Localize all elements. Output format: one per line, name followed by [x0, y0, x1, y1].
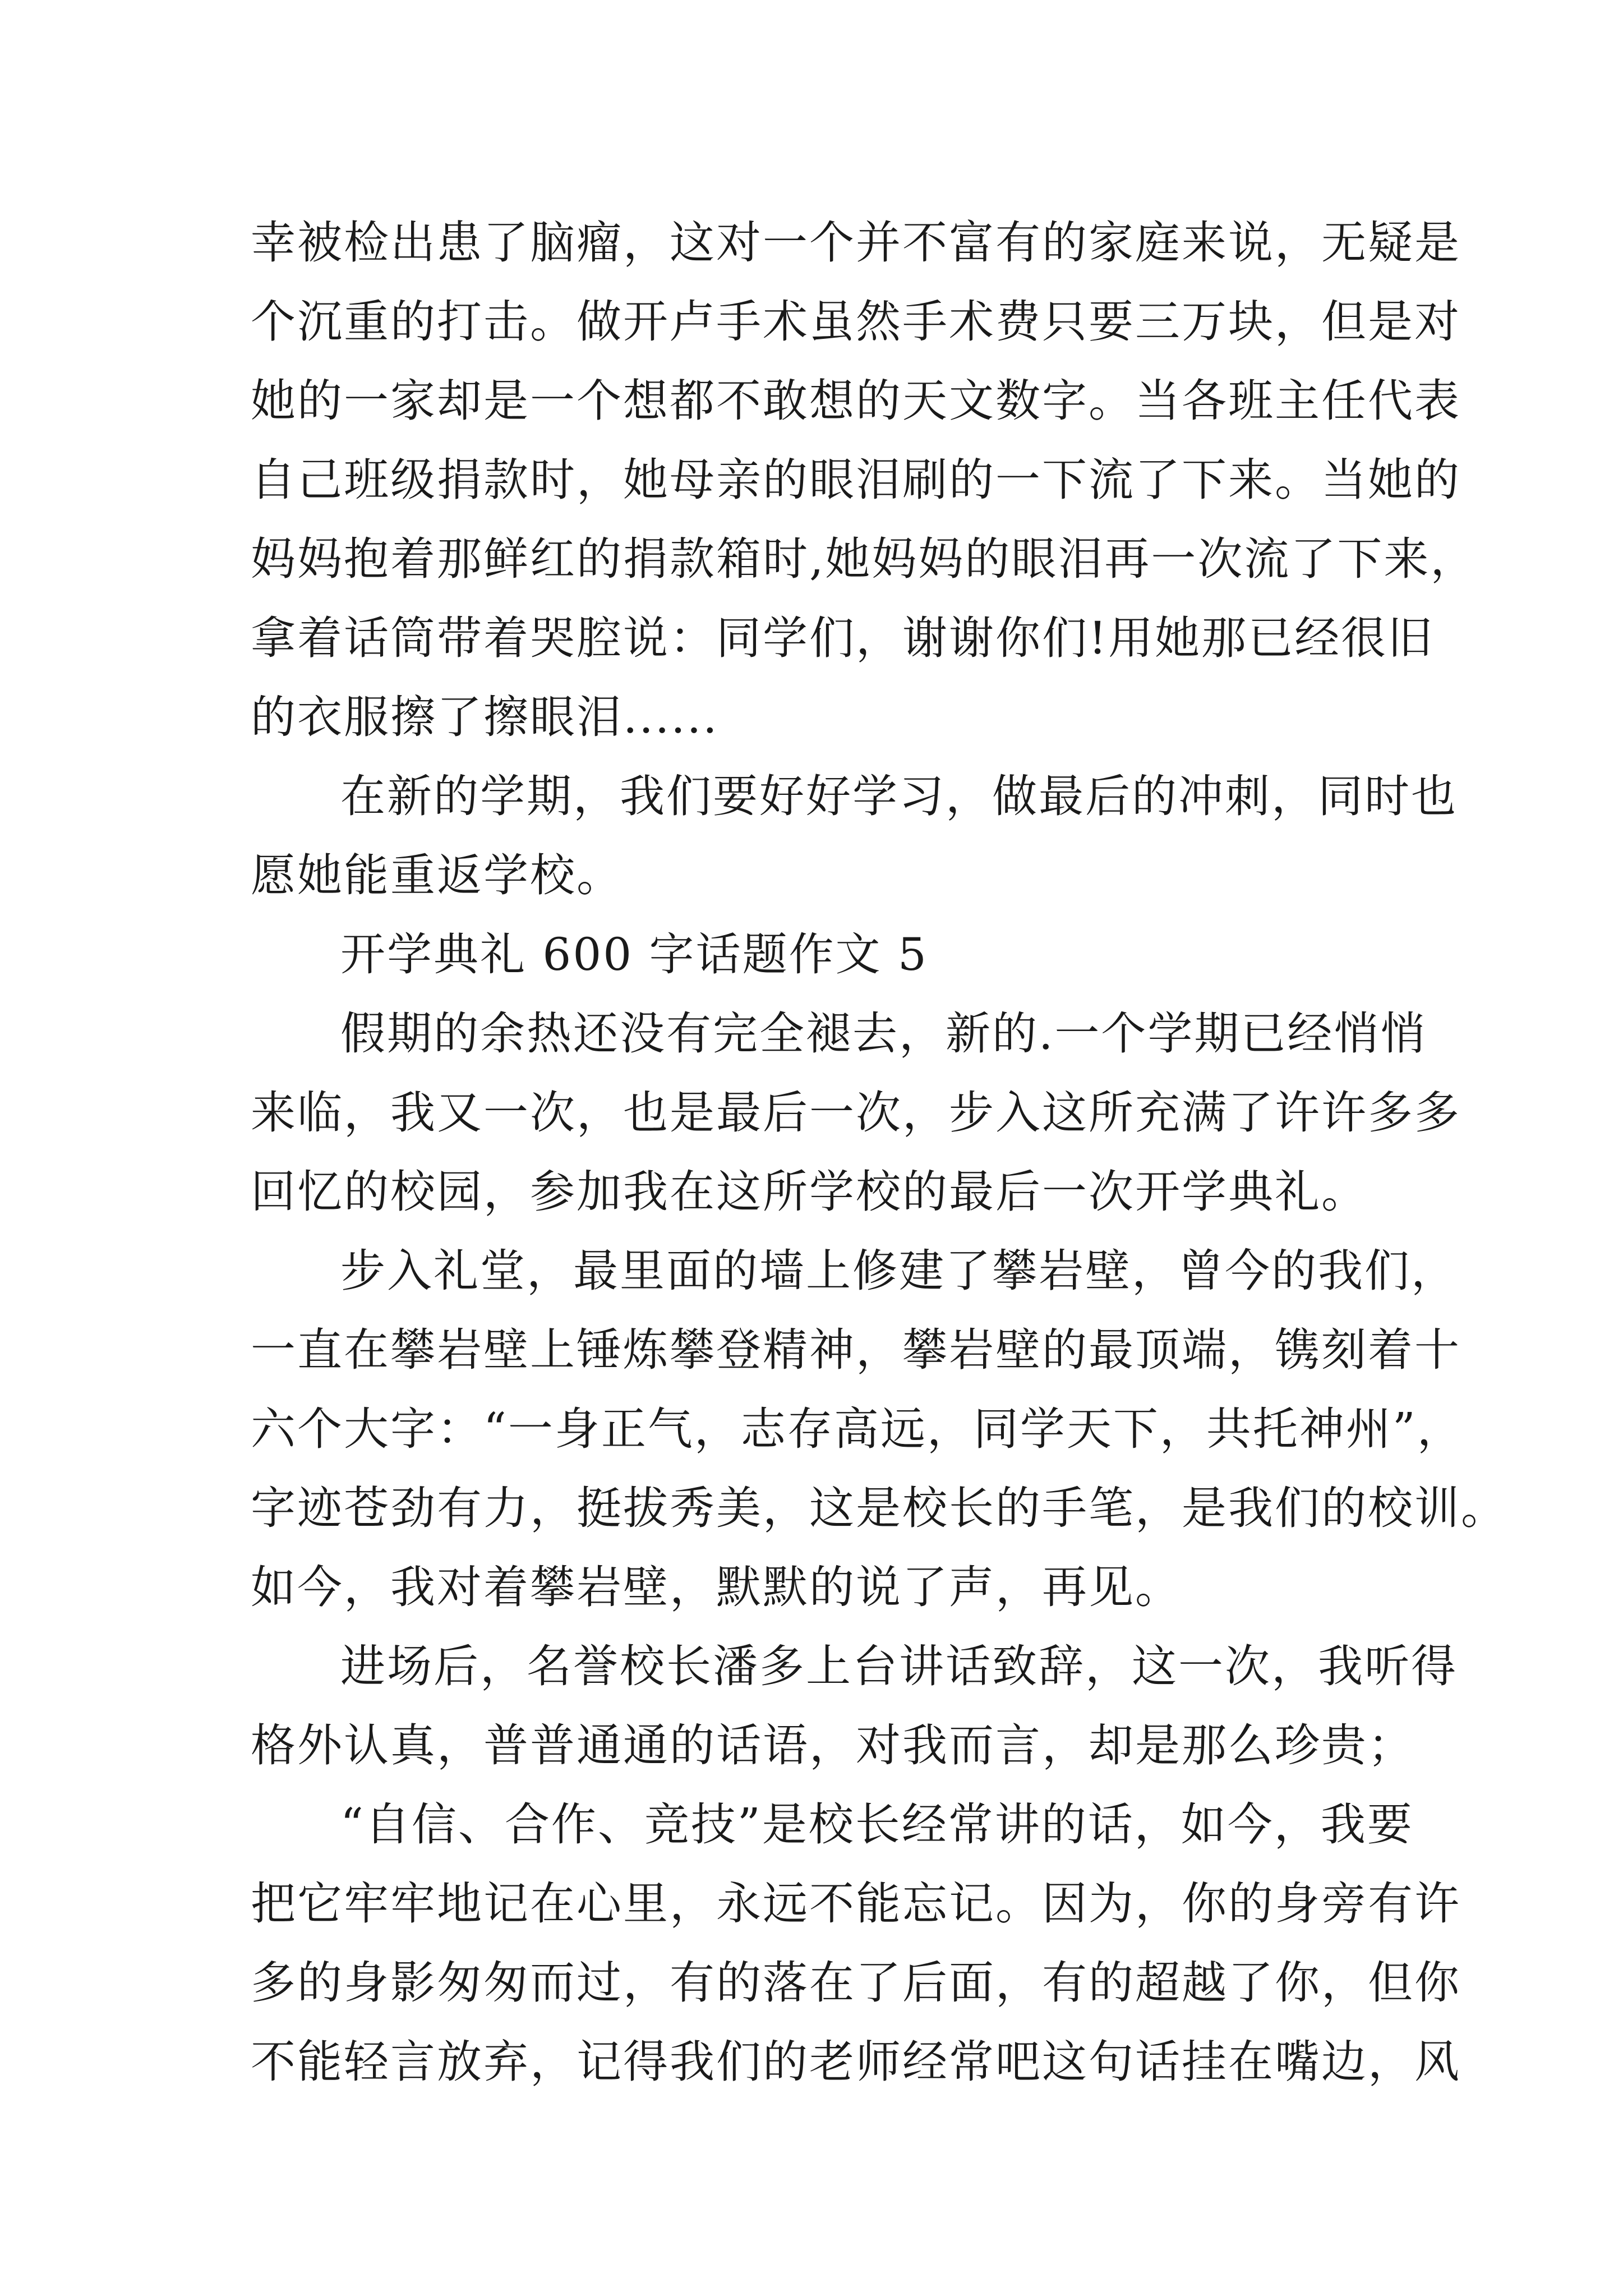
- paragraph-2: [251, 757, 1458, 915]
- text-line: 多的身影匆匆而过，有的落在了后面，有的超越了你，但你: [251, 1957, 1461, 2009]
- text-line: 愿她能重返学校。: [251, 849, 623, 901]
- text-line: 回忆的校园，参加我在这所学校的最后一次开学典礼。: [251, 1166, 1368, 1218]
- paragraph-1: [251, 203, 1477, 757]
- text-line: 格外认真，普普通通的话语，对我而言，却是那么珍贵；: [251, 1719, 1414, 1772]
- text-line: 进场后，名誉校长潘多上台讲话致辞，这一次，我听得: [340, 1640, 1458, 1692]
- text-line: 幸被检出患了脑瘤，这对一个并不富有的家庭来说，无疑是: [251, 217, 1461, 269]
- text-line: 拿着话筒带着哭腔说：同学们，谢谢你们!用她那已经很旧: [251, 612, 1435, 664]
- text-line: 自己班级捐款时，她母亲的眼泪刷的一下流了下来。当她的: [251, 454, 1461, 506]
- text-line: 六个大字：“一身正气，志存高远，同学天下，共托神州”，: [251, 1403, 1464, 1455]
- paragraph-4: [251, 994, 1461, 1231]
- text-line: 个沉重的打击。做开卢手术虽然手术费只要三万块，但是对: [251, 296, 1461, 348]
- document-body: [251, 203, 1507, 2101]
- text-line: 在新的学期，我们要好好学习，做最后的冲刺，同时也: [340, 770, 1458, 822]
- paragraph-6: [251, 1627, 1458, 1785]
- text-line: 如今，我对着攀岩壁，默默的说了声，再见。: [251, 1561, 1182, 1613]
- text-line: 她的一家却是一个想都不敢想的天文数字。当各班主任代表: [251, 375, 1461, 427]
- text-line: 一直在攀岩壁上锤炼攀登精神，攀岩壁的最顶端，镌刻着十: [251, 1324, 1461, 1376]
- text-line: 不能轻言放弃，记得我们的老师经常吧这句话挂在嘴边，风: [251, 2036, 1461, 2088]
- text-line: 来临，我又一次，也是最后一次，步入这所充满了许许多多: [251, 1087, 1461, 1139]
- text-line: 步入礼堂，最里面的墙上修建了攀岩壁，曾今的我们，: [340, 1245, 1458, 1297]
- text-line: 的衣服擦了擦眼泪......: [251, 691, 719, 743]
- paragraph-5: [251, 1231, 1507, 1627]
- section-heading: 开学典礼 600 字话题作文 5: [340, 928, 928, 981]
- paragraph-7: [251, 1785, 1461, 2101]
- text-line: 假期的余热还没有完全褪去，新的.一个学期已经悄悄: [340, 1007, 1427, 1060]
- text-line: “自信、合作、竞技”是校长经常讲的话，如今，我要: [340, 1798, 1414, 1851]
- text-line: 把它牢牢地记在心里，永远不能忘记。因为，你的身旁有许: [251, 1878, 1461, 1930]
- text-line: 字迹苍劲有力，挺拔秀美，这是校长的手笔，是我们的校训。: [251, 1482, 1507, 1534]
- text-line: 妈妈抱着那鲜红的捐款箱时,她妈妈的眼泪再一次流了下来，: [251, 533, 1477, 585]
